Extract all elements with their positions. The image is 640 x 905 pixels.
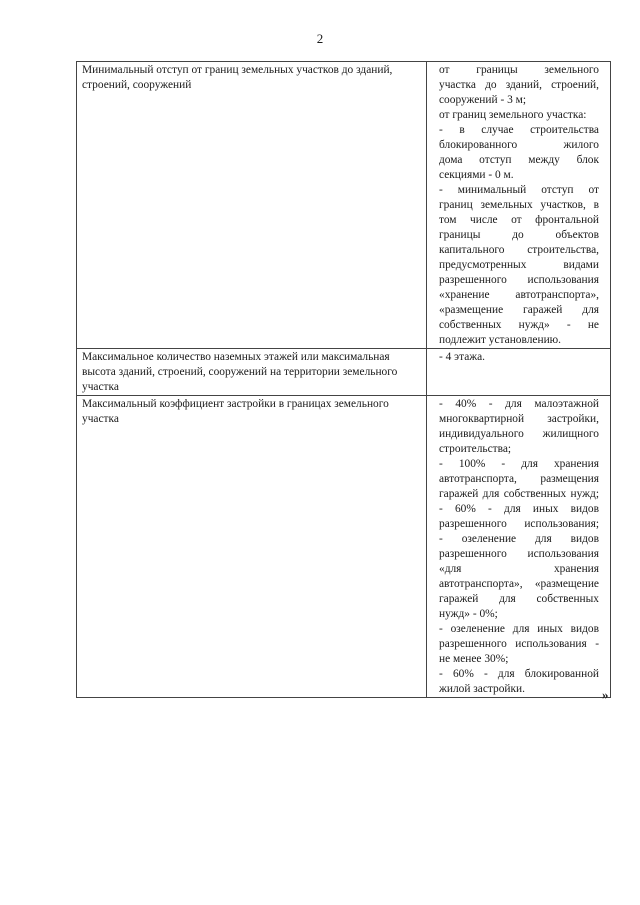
table-row (77, 349, 611, 396)
value-line: многоквартирной застройки, (439, 413, 599, 425)
value-line: автотранспорта», «размещение (439, 578, 599, 590)
value-line: секциями - 0 м. (439, 169, 514, 181)
value-line: - минимальный отступ от (439, 184, 599, 196)
value-line: - 4 этажа. (439, 351, 486, 363)
value-line: разрешенного использования - (439, 638, 599, 650)
value-line: - 60% - для блокированной (439, 668, 599, 680)
parameter-name-cell (77, 349, 427, 396)
value-line: гаражей для собственных нужд; (439, 488, 599, 500)
value-line: - озеленение для видов (439, 533, 599, 545)
value-line: том числе от фронтальной (439, 214, 599, 226)
value-line: разрешенного использования (439, 548, 599, 560)
parameter-name-cell (77, 62, 427, 349)
parameter-value-cell (427, 349, 611, 396)
value-line: подлежит установлению. (439, 334, 562, 346)
value-line: - 60% - для иных видов (439, 503, 599, 515)
parameter-value-cell (427, 62, 611, 349)
value-line: - 40% - для малоэтажной (439, 398, 599, 410)
value-line: границы до объектов (439, 229, 599, 241)
value-line: нужд» - 0%; (439, 608, 498, 620)
value-line: собственных нужд» - не (439, 319, 599, 331)
value-line: жилой застройки. (439, 683, 525, 695)
value-line: не менее 30%; (439, 653, 509, 665)
value-line: разрешенного использования (439, 274, 599, 286)
parameter-name-cell (77, 396, 427, 698)
value-line: - в случае строительства (439, 124, 599, 136)
page-number: 2 (316, 31, 324, 46)
parameter-value-cell (427, 396, 611, 698)
value-line: сооружений - 3 м; (439, 94, 527, 106)
value-line: «размещение гаражей для (439, 304, 599, 316)
value-line: от границ земельного участка: (439, 109, 587, 121)
value-line: блокированного жилого (439, 139, 599, 151)
value-line: - 100% - для хранения (439, 458, 599, 470)
value-line: участка до зданий, строений, (439, 79, 599, 91)
table-row (77, 396, 611, 698)
value-line: капитального строительства, (439, 244, 599, 256)
parameters-table (76, 61, 611, 698)
value-line: автотранспорта, размещения (439, 473, 599, 485)
parameter-name: Максимальный коэффициент застройки в границах земельного участка (82, 398, 389, 425)
value-line: «хранение автотранспорта», (439, 289, 599, 301)
parameter-name: Максимальное количество наземных этажей или максимальная высота зданий, строений, сооружений на территории земельного участка (82, 351, 398, 393)
value-line: границ земельных участков, в (439, 199, 599, 211)
parameter-name: Минимальный отступ от границ земельных участков до зданий, строений, сооружений (82, 64, 393, 91)
closing-quote-mark: » (602, 687, 609, 702)
value-line: разрешенного использования; (439, 518, 599, 530)
table-row (77, 62, 611, 349)
value-line: «для хранения (439, 563, 599, 575)
value-line: индивидуального жилищного (439, 428, 599, 440)
value-line: от границы земельного (439, 64, 599, 76)
value-line: дома отступ между блок (439, 154, 599, 166)
value-line: - озеленение для иных видов (439, 623, 599, 635)
value-line: гаражей для собственных (439, 593, 599, 605)
value-line: строительства; (439, 443, 512, 455)
value-line: предусмотренных видами (439, 259, 599, 271)
